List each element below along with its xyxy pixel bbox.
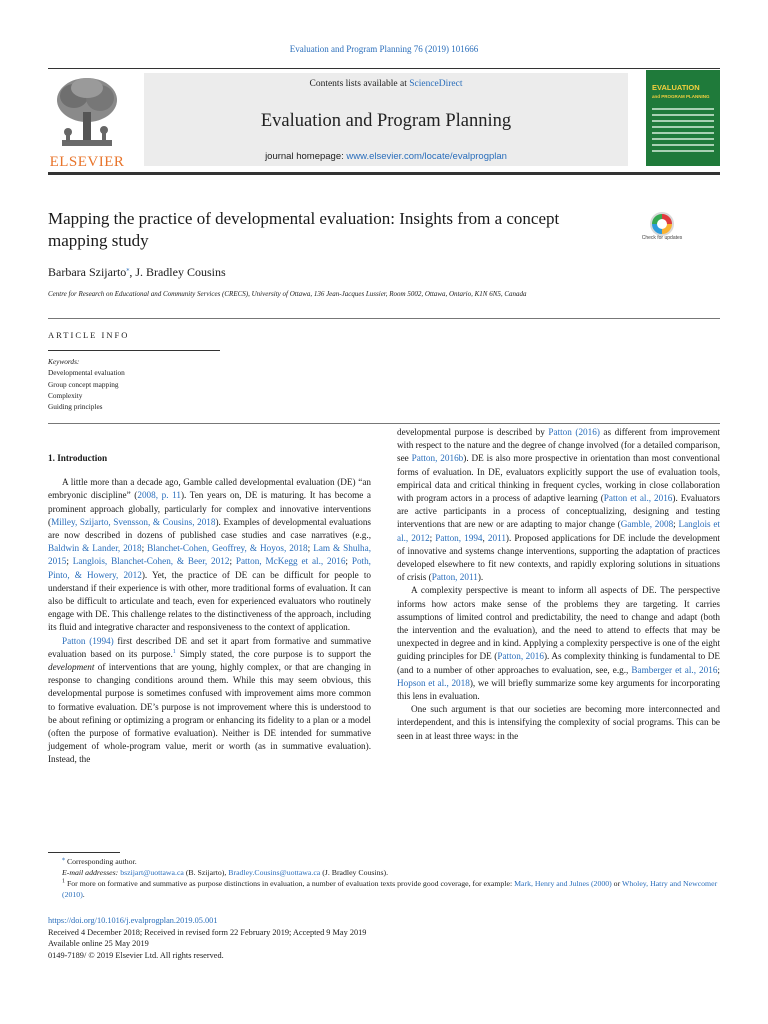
citation-link[interactable]: Patton, 2016b	[411, 453, 464, 464]
citation-link[interactable]: Patton, McKegg et al., 2016	[235, 556, 346, 567]
corresponding-author-mark[interactable]: ⁎	[126, 267, 130, 273]
citation-link[interactable]: Mark, Henry and Julnes (2000)	[514, 879, 612, 888]
crossmark-label: Check for updates	[641, 235, 683, 241]
citation-link[interactable]: Gamble, 2008	[620, 519, 674, 530]
citation-link[interactable]: Langlois et al., 2012	[397, 519, 720, 543]
journal-name: Evaluation and Program Planning	[260, 111, 512, 131]
publication-info	[48, 915, 720, 961]
citation-link[interactable]: Blanchet-Cohen, Geoffrey, & Hoyos, 2018	[147, 543, 308, 554]
citation-link[interactable]: 2008, p. 11	[137, 490, 181, 501]
citation-link[interactable]: Milley, Szijarto, Svensson, & Cousins, 2018	[51, 516, 216, 527]
footnote-ref[interactable]: 1	[172, 648, 176, 655]
citation-link[interactable]: Lam & Shulha, 2015	[48, 543, 371, 567]
journal-homepage-link[interactable]: www.elsevier.com/locate/evalprogplan	[346, 151, 507, 162]
elsevier-wordmark: ELSEVIER	[49, 154, 125, 170]
citation-link[interactable]: Patton, 1994	[435, 532, 483, 543]
citation-link[interactable]: Wholey, Hatry and Newcomer (2010)	[62, 879, 718, 899]
doi-link[interactable]: https://doi.org/10.1016/j.evalprogplan.2019.05.001	[48, 916, 218, 925]
elsevier-logo[interactable]	[48, 76, 126, 172]
citation-link[interactable]: Patton, 2011	[431, 572, 478, 583]
keyword: Group concept mapping	[48, 379, 119, 389]
copyright-line: 0149-7189/ © 2019 Elsevier Ltd. All rights reserved.	[48, 950, 224, 960]
article-title: Mapping the practice of developmental evaluation: Insights from a concept mapping study	[48, 209, 560, 250]
email-addresses-note: E-mail addresses: bszijart@uottawa.ca (B. Szijarto), Bradley.Cousins@uottawa.ca (J. Bradley Cousins).	[62, 868, 389, 877]
author-name[interactable]: Barbara Szijarto	[48, 265, 127, 279]
body-paragraph: developmental purpose is described by Patton (2016) as different from improvement with respect to the nature and the degree of change involved (for a detailed comparison, see Patton, 2016b). DE is also more prospective in orientation than most conventional forms of evaluation. In DE, evaluators explicitly support the use of evaluation tools, empirical data and critical thinking in frequent cycles, working in close collaboration with program actors in a process of adaptive learning (Patton et al., 2016). Evaluators are active participants in a process of conceptualizing, designing and testing interventions that are new or are adapting to major change (Gamble, 2008; Langlois et al., 2012; Patton, 1994, 2011). Proposed applications for DE include the development of innovative and systems change interventions, supporting the adaptation of practices developed elsewhere to fit new contexts, and rapidly exploring solutions in situations of crisis (Patton, 2011).	[397, 427, 721, 583]
citation-link[interactable]: Patton, 2016	[497, 651, 544, 662]
footnote-mark: 1	[62, 878, 65, 885]
body-paragraph: A complexity perspective is meant to inform all aspects of DE. The perspective informs how actors make sense of the problems they are targeting. It carries assumptions of limited control and predictability, the need to change and adapt (both the intervention and the evaluation), and the need to attend to effects that may be unexpected in degree and in kind. Applying a complexity perspective is one of the eight guiding principles for DE (Patton, 2016). As complexity thinking is fundamental to DE (and to a number of other approaches to evaluation, see, e.g., Bamberger et al., 2016; Hopson et al., 2018), we will briefly summarize some key arguments for incorporating this lens in evaluation.	[397, 585, 720, 702]
footnotes	[48, 856, 720, 900]
journal-cover-thumbnail[interactable]	[646, 70, 720, 166]
citation-link[interactable]: Bamberger et al., 2016	[631, 664, 718, 675]
crossmark-icon	[650, 212, 674, 236]
body-paragraph: One such argument is that our societies are becoming more interconnected and interdependent, and this is intensifying the complexity of social programs. This can be seen in at least three ways: in the	[397, 704, 720, 741]
keyword: Developmental evaluation	[48, 368, 125, 378]
section-heading: 1. Introduction	[48, 453, 108, 463]
article-info-heading: ARTICLE INFO	[48, 330, 130, 340]
citation-link[interactable]: Patton (2016)	[548, 427, 600, 437]
author-name[interactable]: J. Bradley Cousins	[135, 265, 226, 279]
divider	[48, 318, 720, 319]
citation-link[interactable]: Langlois, Blanchet-Cohen, & Beer, 2012	[72, 556, 230, 567]
available-online-date: Available online 25 May 2019	[48, 939, 149, 948]
cover-title-line2: and PROGRAM PLANNING	[652, 94, 710, 99]
body-column-left	[48, 452, 371, 767]
citation-link[interactable]: Patton et al., 2016	[603, 493, 673, 504]
header-top-rule	[48, 68, 720, 69]
keywords-block	[48, 356, 125, 412]
body-paragraph: Patton (1994) first described DE and set it apart from formative and summative evaluation based on its purpose.$^1$ Simply stated, the core purpose is to support the development of interventions that are young, highly complex, or that are changing in response to changing conditions around them. While this may seem obvious, this developmental purpose is sometimes confused with improvement aims more common to formative evaluation. DE’s purpose is not improvement where this is understood to be about refining or optimizing a program or enhancing its fidelity to a plan or a model (often the purpose of formative evaluation). Neither is DE intended for summative judgement of whole-program value, merit or worth (as in summative evaluation). Instead, the	[48, 635, 371, 765]
keyword: Complexity	[48, 390, 83, 400]
corresponding-author-note: ⁎ Corresponding author.	[62, 856, 137, 866]
body-paragraph: A little more than a decade ago, Gamble called developmental evaluation (DE) “an embryonic discipline” (2008, p. 11). Ten years on, DE is maturing. It has become a prominent approach globally, particularly for complex and innovative interventions (Milley, Szijarto, Svensson, & Cousins, 2018). Examples of developmental evaluations are now described in dozens of published case studies and case narratives (e.g., Baldwin & Lander, 2018; Blanchet-Cohen, Geoffrey, & Hoyos, 2018; Lam & Shulha, 2015; Langlois, Blanchet-Cohen, & Beer, 2012; Patton, McKegg et al., 2016; Poth, Pinto, & Howery, 2012). Yet, the practice of DE can be difficult for people to understand if their experience is with other, more traditional forms of evaluation. It can also be difficult to articulate and teach, even for experienced evaluators who routinely engage with DE. This challenge relates to the distinctiveness of the approach, including its fluid and integrative character and responsiveness to the context of application.	[48, 477, 371, 633]
keywords-label: Keywords:	[48, 357, 80, 366]
author-separator: ,	[129, 265, 136, 279]
corresponding-author-mark: ⁎	[62, 856, 65, 863]
citation-link[interactable]: Poth, Pinto, & Howery, 2012	[48, 556, 371, 580]
homepage-line	[144, 151, 628, 162]
header-bottom-rule	[48, 172, 720, 175]
journal-info-box	[144, 73, 628, 166]
divider	[48, 423, 720, 424]
elsevier-tree-icon	[54, 76, 120, 150]
footnote-rule	[48, 852, 120, 853]
journal-citation-link[interactable]: Evaluation and Program Planning 76 (2019) 101666	[289, 44, 479, 54]
email-link[interactable]: bszijart@uottawa.ca	[120, 868, 184, 877]
divider	[48, 350, 220, 351]
citation-link[interactable]: Baldwin & Lander, 2018	[48, 543, 142, 554]
citation-link[interactable]: Patton (1994)	[62, 635, 114, 646]
sciencedirect-link[interactable]: ScienceDirect	[409, 79, 463, 89]
email-label: E-mail addresses:	[62, 868, 121, 877]
author-affiliation: Centre for Research on Educational and Community Services (CRECS), University of Ottawa, 136 Jean-Jacques Lussier, Room 5002, Ottawa, Ontario, K1N 6N5, Canada	[48, 290, 527, 298]
cover-decoration	[652, 108, 714, 156]
keyword: Guiding principles	[48, 402, 103, 412]
crossmark-check-for-updates[interactable]	[640, 212, 682, 252]
journal-header	[48, 68, 720, 168]
contents-available-line	[144, 79, 628, 89]
received-dates: Received 4 December 2018; Received in revised form 22 February 2019; Accepted 9 May 2019	[48, 927, 367, 937]
cover-title	[652, 84, 716, 101]
author-list	[48, 265, 226, 280]
email-link[interactable]: Bradley.Cousins@uottawa.ca	[228, 868, 321, 877]
citation-link[interactable]: Hopson et al., 2018	[397, 677, 470, 688]
contents-prefix: Contents lists available at	[309, 79, 410, 89]
homepage-prefix: journal homepage:	[265, 151, 347, 162]
footnote-1: $^1$ For more on formative and summative as purpose distinctions in evaluation, a number of evaluation texts provide good coverage, for example: Mark, Henry and Julnes (2000) or Wholey, Hatry and Newcomer (2010).	[62, 878, 718, 899]
cover-title-line1: EVALUATION	[652, 83, 700, 92]
citation-link[interactable]: 2011	[487, 532, 506, 543]
body-column-right	[397, 426, 720, 743]
